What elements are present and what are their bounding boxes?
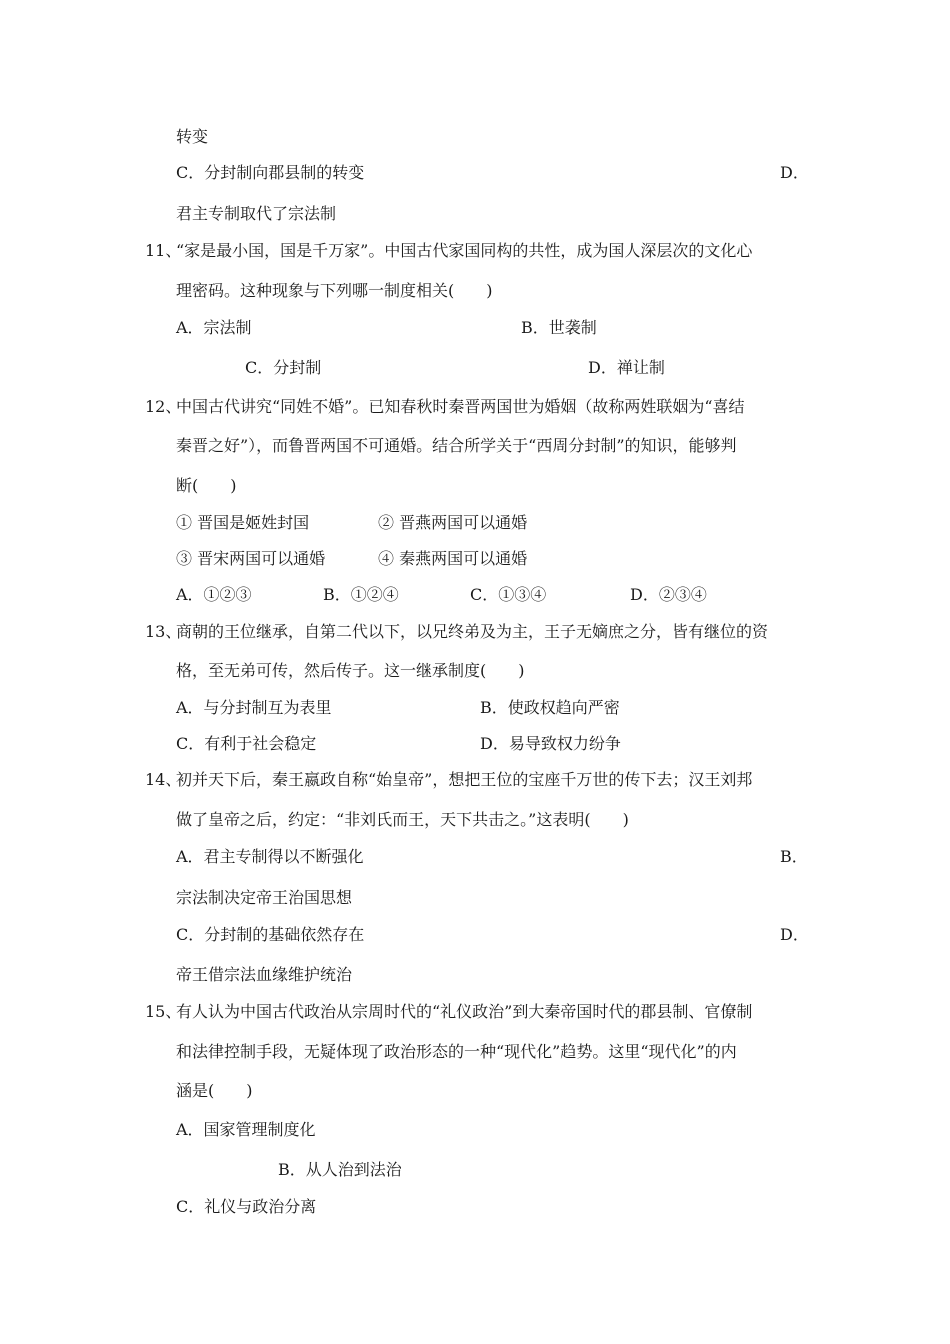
option-a: A．与分封制互为表里 <box>176 698 332 717</box>
option-d-label: D． <box>780 925 809 944</box>
option-b-label: B． <box>780 847 808 866</box>
question-text: 初并天下后，秦王嬴政自称“始皇帝”，想把王位的宝座千万世的传下去；汉王刘邦 <box>176 770 753 789</box>
option-d: 帝王借宗法血缘维护统治 <box>176 965 353 984</box>
text-line: 转变 <box>176 127 209 146</box>
option-a: A．君主专制得以不断强化 <box>176 847 364 866</box>
option-b: B．①②④ <box>323 585 399 604</box>
question-text: 涵是( ) <box>176 1081 253 1100</box>
question-number: 13、 <box>145 622 182 641</box>
option-b: B．世袭制 <box>521 318 597 337</box>
option-c: C．分封制向郡县制的转变 <box>176 163 365 182</box>
option-c: C．分封制的基础依然存在 <box>176 925 365 944</box>
question-number: 14、 <box>145 770 182 789</box>
question-text: 理密码。这种现象与下列哪一制度相关( ) <box>176 281 493 300</box>
option-b: B．从人治到法治 <box>278 1160 402 1179</box>
option-c: C．分封制 <box>245 358 322 377</box>
option-d-label: D． <box>780 163 809 182</box>
option-d: 君主专制取代了宗法制 <box>176 204 337 223</box>
option-c: C．有利于社会稳定 <box>176 734 317 753</box>
option-a: A．宗法制 <box>176 318 252 337</box>
question-text: 商朝的王位继承，自第二代以下，以兄终弟及为主，王子无嫡庶之分，皆有继位的资 <box>176 622 769 641</box>
option-a: A．①②③ <box>176 585 252 604</box>
option-d: D．②③④ <box>630 585 707 604</box>
option-a: A．国家管理制度化 <box>176 1120 316 1139</box>
statement: ② 晋燕两国可以通婚 <box>378 513 528 532</box>
question-text: “家是最小国，国是千万家”。中国古代家国同构的共性，成为国人深层次的文化心 <box>176 241 753 260</box>
statement: ④ 秦燕两国可以通婚 <box>378 549 528 568</box>
question-text: 格，至无弟可传，然后传子。这一继承制度( ) <box>176 661 525 680</box>
option-c: C．①③④ <box>470 585 547 604</box>
question-text: 断( ) <box>176 476 237 495</box>
option-c: C．礼仪与政治分离 <box>176 1197 317 1216</box>
question-number: 15、 <box>145 1002 182 1021</box>
question-text: 秦晋之好”），而鲁晋两国不可通婚。结合所学关于“西周分封制”的知识，能够判 <box>176 436 737 455</box>
option-b: B．使政权趋向严密 <box>480 698 620 717</box>
option-d: D．禅让制 <box>588 358 665 377</box>
question-number: 12、 <box>145 397 182 416</box>
question-text: 中国古代讲究“同姓不婚”。已知春秋时秦晋两国世为婚姻（故称两姓联姻为“喜结 <box>176 397 745 416</box>
question-number: 11、 <box>145 241 182 260</box>
option-b: 宗法制决定帝王治国思想 <box>176 888 353 907</box>
statement: ③ 晋宋两国可以通婚 <box>176 549 326 568</box>
question-text: 有人认为中国古代政治从宗周时代的“礼仪政治”到大秦帝国时代的郡县制、官僚制 <box>176 1002 753 1021</box>
question-text: 做了皇帝之后，约定：“非刘氏而王，天下共击之。”这表明( ) <box>176 810 629 829</box>
question-text: 和法律控制手段，无疑体现了政治形态的一种“现代化”趋势。这里“现代化”的内 <box>176 1042 737 1061</box>
option-d: D．易导致权力纷争 <box>480 734 621 753</box>
statement: ① 晋国是姬姓封国 <box>176 513 310 532</box>
